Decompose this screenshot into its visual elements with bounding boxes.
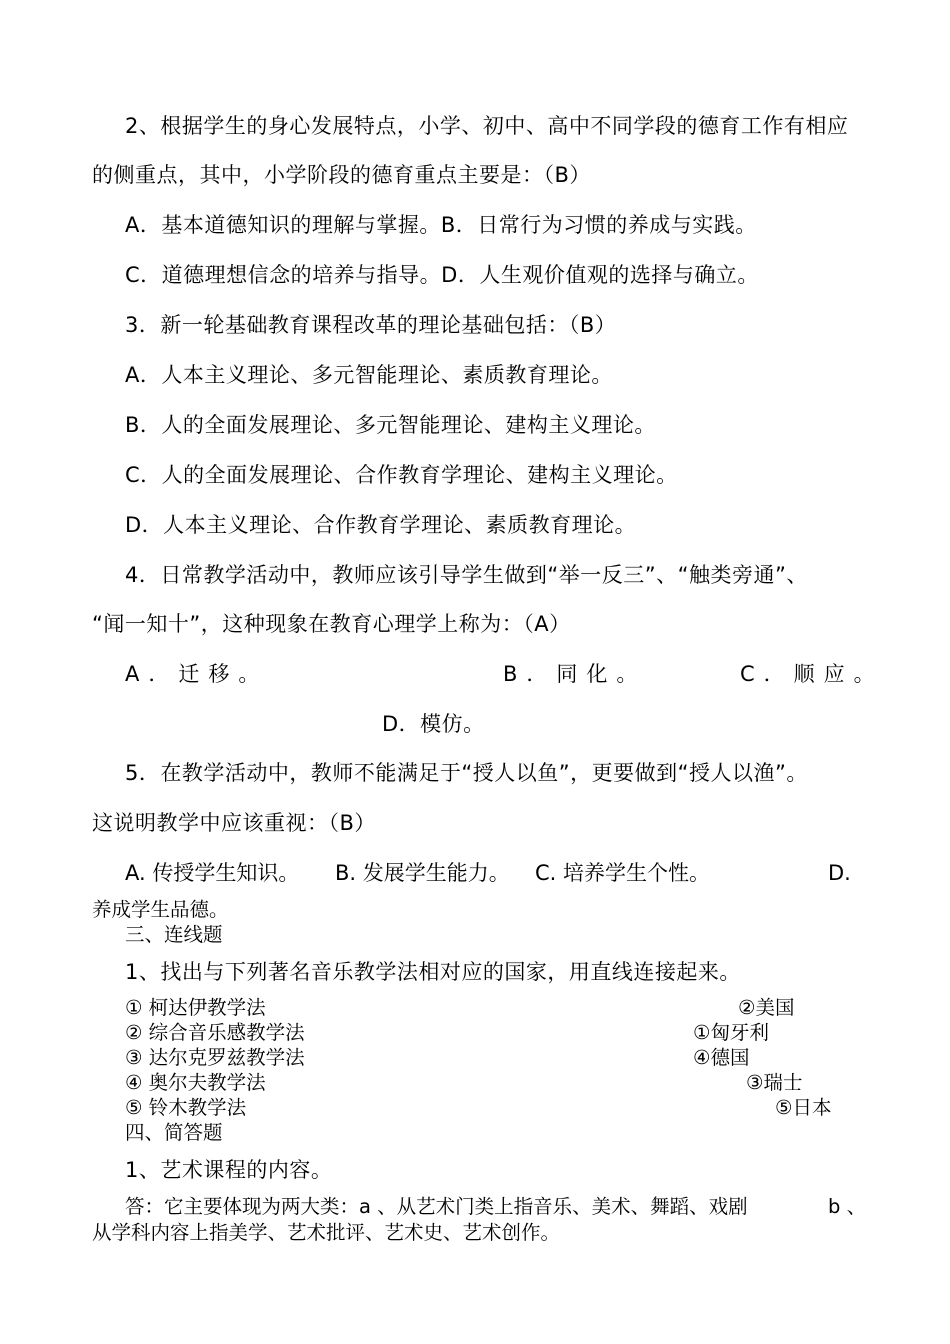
answer-b-label: b 、 xyxy=(828,1195,867,1218)
match-left-3: ③ 达尔克罗兹教学法 xyxy=(125,1046,305,1069)
match-left-4: ④ 奥尔夫教学法 xyxy=(125,1071,266,1094)
q4-stem-line1: 4．日常教学活动中，教师应该引导学生做到“举一反三”、“触类旁通”、 xyxy=(125,563,808,587)
section3-title: 三、连线题 xyxy=(125,923,223,946)
match-right-2: ①匈牙利 xyxy=(693,1021,769,1044)
q2-stem-line2: 的侧重点，其中，小学阶段的德育重点主要是：（B） xyxy=(92,163,591,187)
section4-q1: 1、艺术课程的内容。 xyxy=(125,1158,333,1182)
q2-stem-line1: 2、根据学生的身心发展特点，小学、初中、高中不同学段的德育工作有相应 xyxy=(125,114,849,138)
q3-option-a: A．人本主义理论、多元智能理论、素质教育理论。 xyxy=(125,363,613,387)
match-right-5: ⑤日本 xyxy=(775,1096,832,1119)
q3-stem: 3．新一轮基础教育课程改革的理论基础包括：（B） xyxy=(125,313,617,337)
q5-stem-line2: 这说明教学中应该重视：（B） xyxy=(92,811,376,835)
q3-option-b: B．人的全面发展理论、多元智能理论、建构主义理论。 xyxy=(125,413,656,437)
answer-line2: 从学科内容上指美学、艺术批评、艺术史、艺术创作。 xyxy=(92,1221,561,1244)
q4-option-d: D．模仿。 xyxy=(382,712,485,736)
match-left-2: ② 综合音乐感教学法 xyxy=(125,1021,305,1044)
q2-options-ab: A．基本道德知识的理解与掌握。B．日常行为习惯的养成与实践。 xyxy=(125,213,757,237)
q5-option-d-label: D. xyxy=(828,861,851,885)
q5-option-b: B. 发展学生能力。 xyxy=(335,861,510,885)
match-right-1: ②美国 xyxy=(738,996,795,1019)
q4-option-c: C．顺应。 xyxy=(740,662,884,686)
q4-option-b: B．同化。 xyxy=(503,662,647,686)
q3-option-c: C．人的全面发展理论、合作教育学理论、建构主义理论。 xyxy=(125,463,678,487)
match-left-1: ① 柯达伊教学法 xyxy=(125,996,266,1019)
q4-stem-line2: “闻一知十”，这种现象在教育心理学上称为：（A） xyxy=(92,612,571,636)
section4-title: 四、简答题 xyxy=(125,1121,223,1144)
match-left-5: ⑤ 铃木教学法 xyxy=(125,1096,247,1119)
q5-option-c: C. 培养学生个性。 xyxy=(535,861,711,885)
q5-stem-line1: 5．在教学活动中，教师不能满足于“授人以鱼”，更要做到“授人以渔”。 xyxy=(125,761,808,785)
answer-line1: 答：它主要体现为两大类：a 、从艺术门类上指音乐、美术、舞蹈、戏剧 xyxy=(125,1195,748,1218)
match-right-4: ③瑞士 xyxy=(746,1071,803,1094)
q4-option-a: A．迁移。 xyxy=(125,662,269,686)
q2-options-cd: C．道德理想信念的培养与指导。D．人生观价值观的选择与确立。 xyxy=(125,263,759,287)
q5-option-a: A. 传授学生知识。 xyxy=(125,861,300,885)
match-right-3: ④德国 xyxy=(693,1046,750,1069)
section3-q1: 1、找出与下列著名音乐教学法相对应的国家，用直线连接起来。 xyxy=(125,960,741,984)
q5-option-d-text: 养成学生品德。 xyxy=(92,898,229,921)
q3-option-d: D．人本主义理论、合作教育学理论、素质教育理论。 xyxy=(125,513,637,537)
